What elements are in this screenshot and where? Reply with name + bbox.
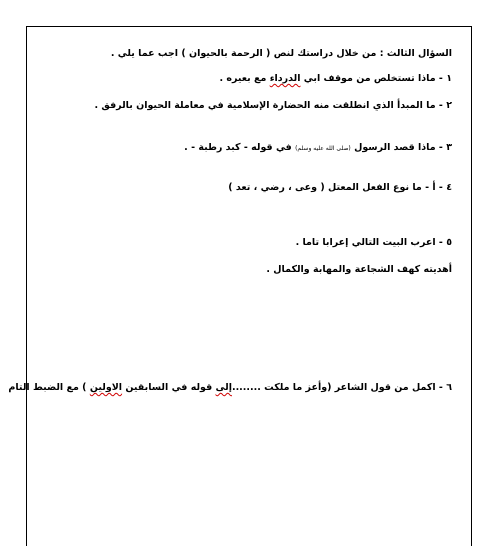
question-4: ٤ - أ - ما نوع الفعل المعتل ( وعى ، رضي ، تعد ) [228, 182, 452, 193]
question-6 [8, 382, 452, 394]
question-3 [184, 142, 452, 155]
question-1-text: ١ - ماذا تستخلص من موقف ابي [300, 73, 452, 84]
question-heading: السؤال الثالث : من خلال دراستك لنص ( الرحمة بالحيوان ) اجب عما يلي . [110, 48, 452, 59]
question-6-text: ٦ - اكمل من قول الشاعر (وأعز ما ملكت ........ [231, 382, 452, 393]
question-3-text-end: في قوله - كبد رطبة - . [184, 142, 296, 153]
question-1 [219, 73, 452, 85]
question-5: ٥ - اعرب البيت التالي إعرابا تاما . [295, 237, 452, 248]
poetry-verse: أهديته كهف الشجاعة والمهابة والكمال . [266, 264, 452, 275]
question-6-text-middle: قوله في السابقين [122, 382, 216, 393]
spellcheck-word: إلى [215, 382, 232, 393]
spellcheck-word: الدرداء [269, 73, 301, 84]
question-6-text-end: ) مع الضبط التام [8, 382, 90, 393]
honorific: (صلى الله عليه وسلم) [295, 145, 351, 152]
spellcheck-word: الاولين [89, 382, 123, 393]
question-2: ٢ - ما المبدأ الذي انطلقت منه الحضارة الإسلامية في معاملة الحيوان بالرفق . [94, 100, 452, 111]
question-1-text-end: مع بعيره . [219, 73, 270, 84]
question-3-text: ٣ - ماذا قصد الرسول [350, 142, 452, 153]
